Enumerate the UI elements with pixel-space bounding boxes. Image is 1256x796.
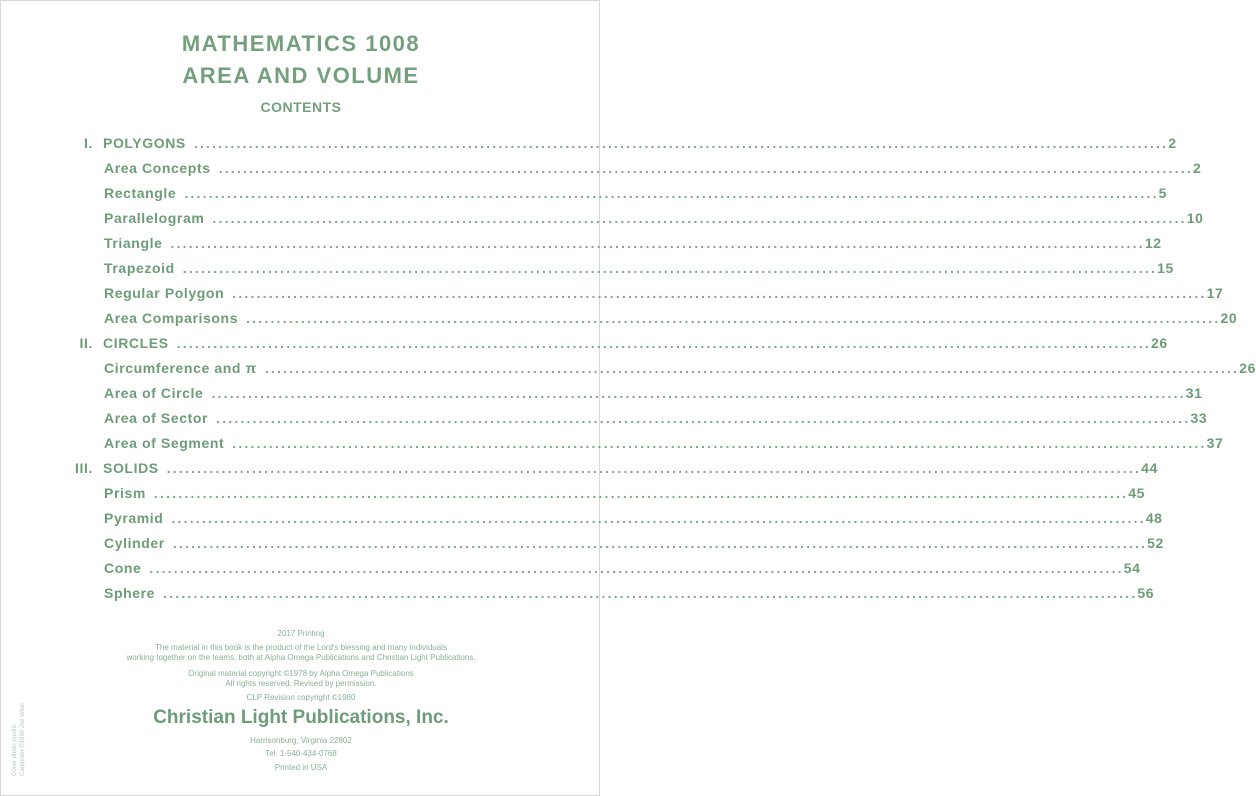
toc-entry-label: SOLIDS [103, 460, 159, 476]
toc-entry [104, 385, 1203, 405]
toc-page-number: 15 [1157, 260, 1174, 276]
toc-page-number: 45 [1128, 485, 1146, 501]
toc-entry-label: Cylinder [104, 535, 165, 551]
toc-entry-label: Area Concepts [104, 160, 211, 176]
toc-page-number: 20 [1220, 310, 1238, 326]
toc-entry [104, 535, 1164, 555]
acknowledgement-line2: working together on the teams, both at Alpha Omega Publications and Christian Light Publications. [126, 653, 476, 662]
toc-page-number: 48 [1145, 510, 1163, 526]
toc-page-number: 31 [1185, 385, 1203, 401]
toc-leader-dots: ................................................................................................................................................................ [170, 235, 1145, 251]
toc-entry-label: Regular Polygon [104, 285, 225, 301]
toc-entry-label: Circumference and π [104, 360, 257, 376]
document-title-line2: AREA AND VOLUME [182, 63, 420, 88]
toc-leader-dots: ................................................................................................................................................................ [193, 135, 1169, 151]
cover-photo-credit [11, 703, 27, 776]
toc-page-number: 26 [1239, 360, 1256, 376]
printed-in: Printed in USA [274, 763, 328, 772]
toc-page-number: 54 [1123, 560, 1141, 576]
toc-page-number: 52 [1147, 535, 1164, 551]
toc-leader-dots: ................................................................................................................................................................ [232, 435, 1207, 451]
toc-entry [104, 585, 1155, 605]
publisher-address: Harrisonburg, Virginia 22802 [250, 736, 352, 745]
toc-roman-numeral: III. [75, 460, 93, 476]
toc-leader-dots: ................................................................................................................................................................ [153, 485, 1129, 501]
toc-page-number: 17 [1206, 285, 1224, 301]
toc-entry-label: Cone [104, 560, 142, 576]
toc-entry [104, 160, 1202, 180]
toc-entry-label: Prism [104, 485, 146, 501]
toc-leader-dots: ................................................................................................................................................................ [216, 410, 1191, 426]
toc-entry [104, 260, 1174, 280]
toc-entry-label: Parallelogram [104, 210, 205, 226]
toc-entry-label: Pyramid [104, 510, 164, 526]
toc-leader-dots: ................................................................................................................................................................ [218, 160, 1193, 176]
toc-leader-dots: ................................................................................................................................................................ [182, 260, 1158, 276]
printing-note: 2017 Printing [277, 629, 325, 638]
toc-entry-label: Area of Sector [104, 410, 209, 426]
acknowledgement-line1: The material in this book is the product of the Lord's blessing and many individuals [155, 643, 447, 652]
toc-page-number: 2 [1192, 160, 1202, 176]
toc-leader-dots: ................................................................................................................................................................ [163, 585, 1138, 601]
toc-leader-dots: ................................................................................................................................................................ [232, 285, 1207, 301]
toc-leader-dots: ................................................................................................................................................................ [212, 210, 1187, 226]
toc-entry [104, 485, 1146, 505]
toc-page-number: 44 [1141, 460, 1158, 476]
toc-leader-dots: ................................................................................................................................................................ [246, 310, 1221, 326]
toc-entry-label: Rectangle [104, 185, 177, 201]
side-credit-line1: Cover photo credits [12, 723, 18, 776]
toc-page-number: 5 [1158, 185, 1168, 201]
toc-entry [104, 410, 1208, 430]
toc-entry-label: Area of Circle [104, 385, 204, 401]
toc-entry [104, 510, 1163, 530]
toc-page-number: 37 [1206, 435, 1224, 451]
toc-entry [104, 235, 1162, 255]
toc-page-number: 2 [1168, 135, 1177, 151]
toc-roman-numeral: II. [79, 335, 93, 351]
copyright-line1: Original material copyright ©1978 by Alpha Omega Publications [188, 669, 414, 678]
toc-leader-dots: ................................................................................................................................................................ [211, 385, 1186, 401]
toc-entry-label: Sphere [104, 585, 156, 601]
toc-leader-dots: ................................................................................................................................................................ [149, 560, 1124, 576]
toc-entry-label: Triangle [104, 235, 163, 251]
document-title-line1: MATHEMATICS 1008 [181, 31, 421, 56]
publisher-name: Christian Light Publications, Inc. [153, 707, 449, 728]
toc-page-number: 10 [1186, 210, 1204, 226]
toc-entry-label: Area Comparisons [104, 310, 239, 326]
toc-leader-dots: ................................................................................................................................................................ [176, 335, 1151, 351]
toc-leader-dots: ................................................................................................................................................................ [172, 535, 1148, 551]
toc-roman-numeral: I. [84, 135, 93, 151]
toc-leader-dots: ................................................................................................................................................................ [166, 460, 1142, 476]
toc-entry [104, 560, 1141, 580]
toc-leader-dots: ................................................................................................................................................................ [264, 360, 1240, 376]
toc-entry [104, 435, 1224, 455]
toc-page-number: 33 [1190, 410, 1208, 426]
side-credit-line2: Carpenter ©1980 Joe Weel [20, 703, 26, 776]
toc-entry-label: POLYGONS [103, 135, 186, 151]
copyright-line2: All rights reserved. Revised by permission. [225, 679, 377, 688]
publisher-phone: Tel. 1-540-434-0768 [265, 749, 337, 758]
toc-entry [84, 135, 1177, 155]
toc-entry [79, 335, 1168, 355]
toc-entry-label: Trapezoid [104, 260, 175, 276]
toc-entry-label: CIRCLES [103, 335, 169, 351]
toc-entry [104, 360, 1256, 380]
toc-page-number: 56 [1137, 585, 1155, 601]
toc-entry [104, 210, 1204, 230]
toc-entry-label: Area of Segment [104, 435, 225, 451]
toc-entry [104, 185, 1168, 205]
toc-page-number: 26 [1151, 335, 1168, 351]
clp-revision: CLP Revision copyright ©1980 [246, 693, 356, 702]
contents-heading: CONTENTS [260, 99, 342, 115]
toc-entry [104, 285, 1224, 305]
toc-page-number: 12 [1144, 235, 1162, 251]
toc-leader-dots: ................................................................................................................................................................ [171, 510, 1146, 526]
toc-leader-dots: ................................................................................................................................................................ [184, 185, 1159, 201]
toc-entry [104, 310, 1238, 330]
toc-entry [75, 460, 1158, 480]
